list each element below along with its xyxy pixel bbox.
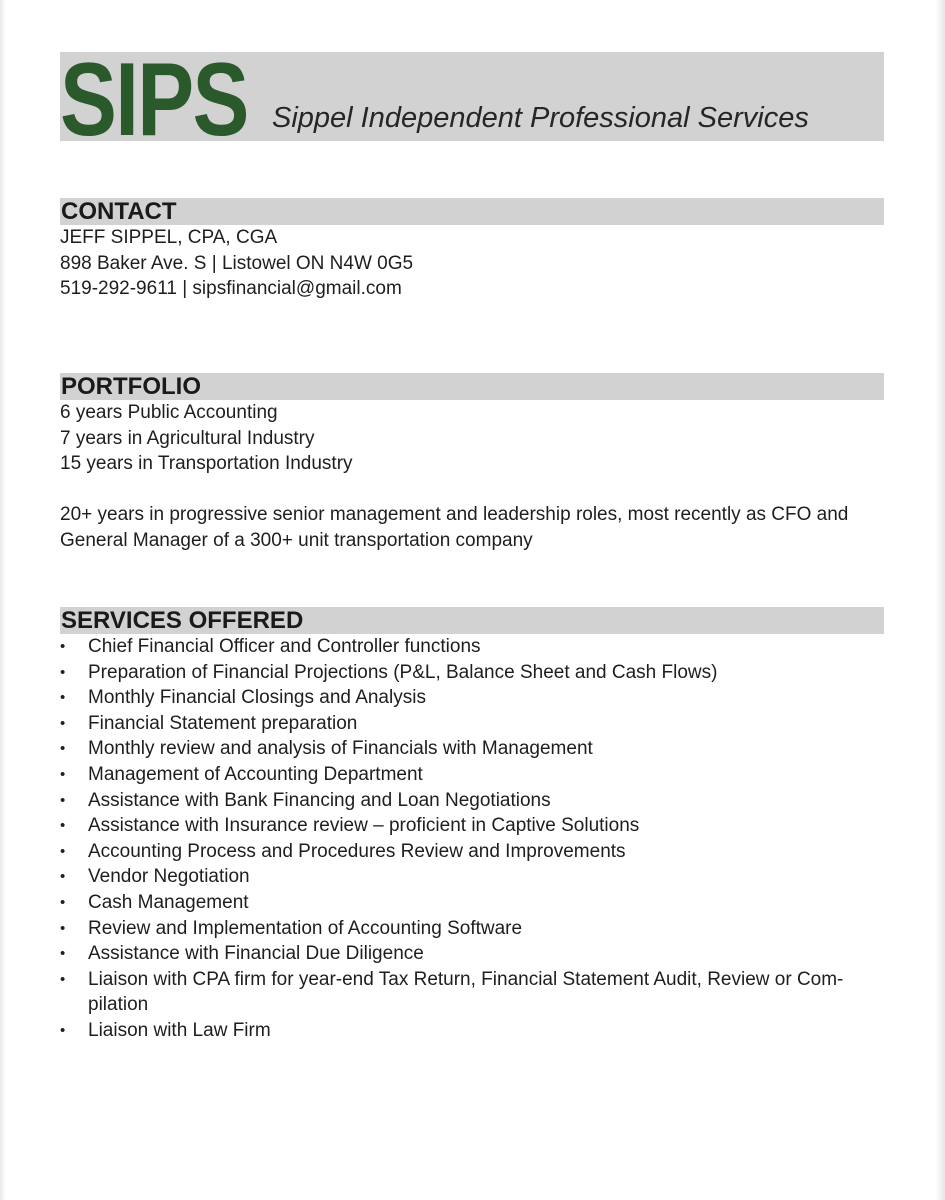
- service-item: [60, 864, 884, 890]
- bullet-icon: •: [60, 893, 66, 911]
- service-text: Monthly Financial Closings and Analysis: [88, 687, 426, 709]
- bullet-icon: •: [60, 868, 66, 886]
- services-heading: SERVICES OFFERED: [61, 607, 304, 634]
- bullet-icon: •: [60, 919, 66, 937]
- bullet-icon: •: [60, 740, 66, 758]
- service-text: Assistance with Bank Financing and Loan Negotiations: [88, 789, 551, 811]
- service-item: [60, 762, 884, 788]
- service-text: Accounting Process and Procedures Review and Improvements: [88, 840, 626, 862]
- sips-logo: SIPS: [60, 42, 248, 158]
- bullet-icon: •: [60, 842, 66, 860]
- service-text: Financial Statement preparation: [88, 712, 358, 734]
- service-text: Preparation of Financial Projections (P&L, Balance Sheet and Cash Flows): [88, 661, 718, 683]
- service-text: Assistance with Financial Due Diligence: [88, 943, 424, 965]
- service-item: [60, 916, 884, 942]
- service-text: Cash Management: [88, 891, 249, 913]
- service-item: [60, 736, 884, 762]
- bullet-icon: •: [60, 638, 66, 655]
- service-text: Chief Financial Officer and Controller functions: [88, 636, 481, 657]
- contact-address: 898 Baker Ave. S | Listowel ON N4W 0G5: [60, 252, 414, 274]
- bullet-icon: •: [60, 714, 66, 732]
- service-item: [60, 813, 884, 839]
- service-item: [60, 660, 884, 686]
- portfolio-item: 15 years in Transportation Industry: [60, 453, 353, 475]
- service-text: Liaison with Law Firm: [88, 1019, 271, 1041]
- service-item: [60, 890, 884, 916]
- page-edge-shadow-right: [935, 0, 945, 1200]
- service-item: [60, 685, 884, 711]
- contact-heading: CONTACT: [61, 198, 177, 225]
- portfolio-item: 6 years Public Accounting: [60, 402, 278, 423]
- services-list: [60, 634, 884, 1044]
- contact-name: JEFF SIPPEL, CPA, CGA: [60, 227, 278, 248]
- bullet-icon: •: [60, 689, 66, 707]
- portfolio-summary: 20+ years in progressive senior management and leadership roles, most recently as CFO and General Manager of a 300+ unit transportation company: [60, 504, 849, 551]
- bullet-icon: •: [60, 765, 66, 783]
- service-item: [60, 839, 884, 865]
- service-item: [60, 634, 884, 660]
- service-text: Liaison with CPA firm for year-end Tax Return, Financial Statement Audit, Review or Com-pilation: [88, 968, 844, 1016]
- portfolio-section: [60, 373, 884, 554]
- bullet-icon: •: [60, 970, 66, 988]
- page-edge-shadow-left: [0, 0, 6, 1200]
- contact-phone-email: 519-292-9611 | sipsfinancial@gmail.com: [60, 278, 402, 300]
- service-text: Assistance with Insurance review – proficient in Captive Solutions: [88, 815, 640, 837]
- contact-section: [60, 198, 884, 302]
- service-item: [60, 788, 884, 814]
- service-item: [60, 967, 884, 1018]
- company-tagline: Sippel Independent Professional Services: [272, 102, 809, 134]
- service-item: [60, 1018, 884, 1044]
- service-text: Management of Accounting Department: [88, 763, 423, 785]
- portfolio-heading: PORTFOLIO: [61, 373, 201, 400]
- service-text: Vendor Negotiation: [88, 866, 250, 888]
- bullet-icon: •: [60, 1021, 66, 1039]
- services-heading-bar: [60, 607, 884, 634]
- service-text: Review and Implementation of Accounting Software: [88, 917, 523, 939]
- spacer: [60, 477, 884, 503]
- services-section: [60, 607, 884, 1044]
- service-item: [60, 711, 884, 737]
- bullet-icon: •: [60, 663, 66, 681]
- service-text: Monthly review and analysis of Financials with Management: [88, 738, 593, 760]
- bullet-icon: •: [60, 817, 66, 835]
- bullet-icon: •: [60, 791, 66, 809]
- contact-heading-bar: [60, 198, 884, 225]
- service-item: [60, 941, 884, 967]
- header-banner: [60, 42, 884, 158]
- portfolio-heading-bar: [60, 373, 884, 400]
- bullet-icon: •: [60, 945, 66, 963]
- portfolio-item: 7 years in Agricultural Industry: [60, 427, 315, 449]
